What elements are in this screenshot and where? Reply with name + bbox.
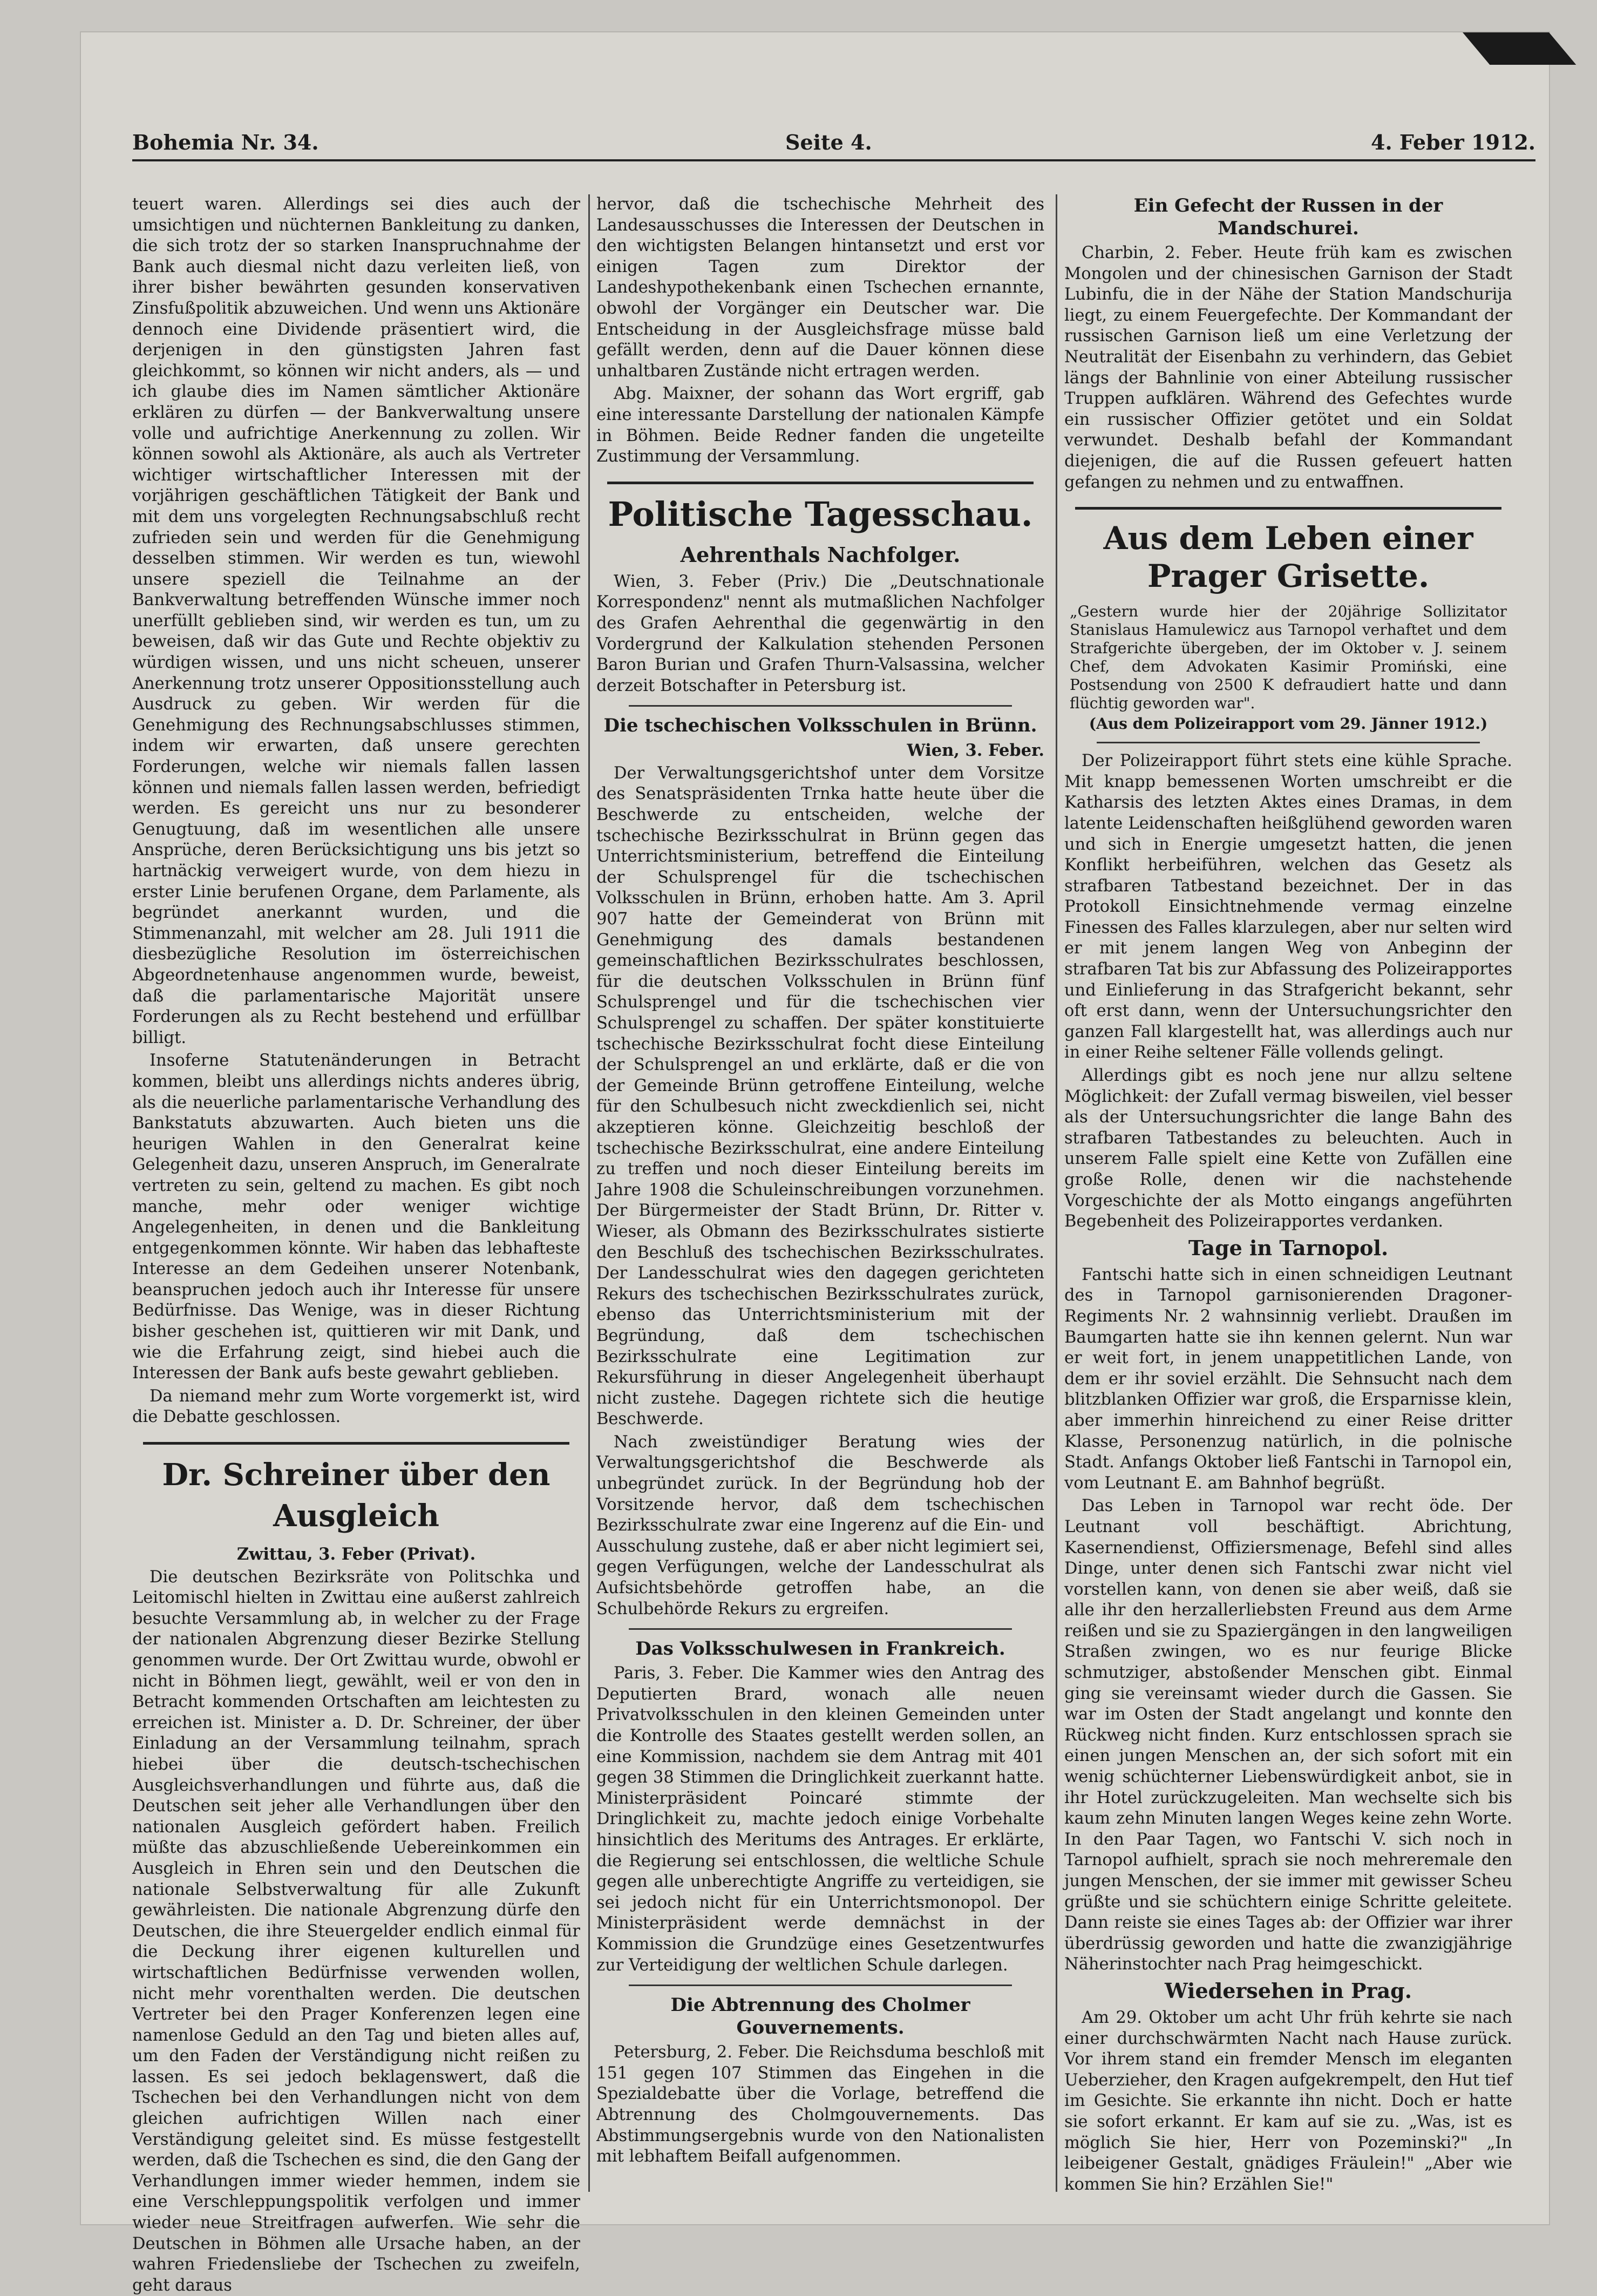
divider	[629, 1628, 1012, 1630]
paragraph: hervor, daß die tschechische Mehrheit des Landesausschusses die Interessen der Deutschen in den wichtigsten Belangen hintansetzt und erst vor einigen Tagen zum Direktor der Landeshypothekenbank einen Tschechen ernannte, obwohl der Vorgänger ein Deutscher war. Die Entscheidung in der Ausgleichsfrage müsse bald gefällt werden, denn auf die Dauer können diese unhaltbaren Zustände nicht ertragen werden.	[596, 195, 1044, 381]
paragraph: Paris, 3. Feber. Die Kammer wies den Antrag des Deputierten Brard, wonach alle neuen Privatvolksschulen in den kleinen Gemeinden unter die Kontrolle des Staates gestellt werden sollen, an eine Kommission, nachdem sie dem Antrag mit 401 gegen 38 Stimmen die Dringlichkeit zuerkannt hatte. Ministerpräsident Poincaré stimmte der Dringlichkeit zu, machte jedoch einige Vorbehalte hinsichtlich des Meritums des Antrages. Er erklärte, die Regierung sei entschlossen, die weltliche Schule gegen alle unberechtigte Angriffe zu verteidigen, sie sei jedoch nicht für ein Unterrichtsmonopol. Der Ministerpräsident werde demnächst in der Kommission die Grundzüge eines Gesetzentwurfes zur Verteidigung der weltlichen Schule darlegen.	[596, 1664, 1044, 1975]
subheading: Wiedersehen in Prag.	[1165, 1978, 1412, 2003]
motto-quote	[1070, 602, 1507, 733]
divider	[629, 705, 1012, 707]
paragraph: Wien, 3. Feber (Priv.) Die „Deutschnationale Korrespondenz" nennt als mutmaßlichen Nachfolger des Grafen Aehrenthal die gegenwärtig in den Vordergrund der Kalkulation stehenden Personen Baron Burian und Grafen Thurn-Valsassina, welcher derzeit Botschafter in Petersburg ist.	[596, 572, 1044, 695]
quote-text: „Gestern wurde hier der 20jährige Sollizitator Stanislaus Hamulewicz aus Tarnopol verhaftet und dem Strafgerichte übergeben, der im Oktober v. J. seinem Chef, dem Advokaten Kasimir Promiński, eine Postsendung von 2500 K defraudiert hatte und dann flüchtig geworden war".	[1070, 602, 1507, 713]
subheading: Tage in Tarnopol.	[1188, 1235, 1389, 1260]
divider	[629, 1985, 1012, 1986]
header-date: 4. Feber 1912.	[1371, 130, 1535, 154]
dateline: Zwittau, 3. Feber (Privat).	[236, 1545, 476, 1564]
header-page-number: Seite 4.	[785, 130, 872, 154]
paragraph: Petersburg, 2. Feber. Die Reichsduma beschloß mit 151 gegen 107 Stimmen das Eingehen in die Spezialdebatte über die Vorlage, betreffend die Abtrennung des Cholmgouvernements. Das Abstimmungsergebnis wurde von den Nationalisten mit lebhaftem Beifall aufgenommen.	[596, 2043, 1044, 2166]
divider	[143, 1442, 569, 1445]
paragraph: Allerdings gibt es noch jene nur allzu seltene Möglichkeit: der Zufall vermag bisweilen, viel besser als der Untersuchungsrichter die lange Bahn des strafbaren Tatbestandes zu beleuchten. Auch in unserem Falle spielt eine Kette von Zufällen eine große Rolle, denen wir die nachstehende Vorgeschichte der als Motto eingangs angeführten Begebenheit des Polizeirapportes verdanken.	[1064, 1066, 1512, 1231]
newspaper-page	[81, 32, 1549, 2295]
dateline: Wien, 3. Feber.	[907, 741, 1044, 761]
subheading: Ein Gefecht der Russen in der Mandschurei.	[1133, 195, 1443, 239]
divider	[1097, 742, 1480, 743]
article-heading-schreiner: Dr. Schreiner über den Ausgleich	[162, 1457, 551, 1534]
subheading: Die tschechischen Volksschulen in Brünn.	[603, 715, 1037, 737]
paragraph: Der Polizeirapport führt stets eine kühle Sprache. Mit knapp bemessenen Worten umschreibt er die Katharsis des letzten Aktes eines Dramas, in dem latente Leidenschaften heißglühend geworden waren und sich in Energie umgesetzt hatten, die jenen Konflikt herbeiführen, welchen das Gesetz als strafbaren Tatbestand bezeichnet. Der in das Protokoll Einsichtnehmende vermag einzelne Finessen des Falles klarzulegen, aber nur selten wird er mit jenem langen Weg von Anbeginn der strafbaren Tat bis zur Abfassung des Polizeirapportes und Einlieferung in das Strafgericht bekannt, sehr oft erst dann, wenn der Untersuchungsrichter den ganzen Fall klargestellt hat, was allerdings auch nur in einer Reihe seltener Fälle vollends gelingt.	[1064, 751, 1512, 1062]
column-rule-1	[588, 194, 590, 2192]
divider	[607, 482, 1034, 484]
divider	[1075, 507, 1501, 510]
paragraph: Fantschi hatte sich in einen schneidigen Leutnant des in Tarnopol garnisonierenden Dragoner-Regiments Nr. 2 wahnsinnig verliebt. Draußen im Baumgarten hatte sie ihn kennen gelernt. Nun war er weit fort, in jenem unappetitlichen Lande, von dem er ihr soviel erzählt. Die Sehnsucht nach dem blitzblanken Offizier war groß, die Ersparnisse klein, aber immerhin hinreichend zu einer Reise dritter Klasse, Personenzug natürlich, in die polnische Stadt. Anfangs Oktober ließ Fantschi in Tarnopol ein, vom Leutnant E. am Bahnhof begrüßt.	[1064, 1265, 1512, 1493]
paragraph: Charbin, 2. Feber. Heute früh kam es zwischen Mongolen und der chinesischen Garnison der Stadt Lubinfu, die in der Nähe der Station Mandschurija liegt, zu einem Feuergefechte. Der Kommandant der russischen Garnison ließ um eine Verletzung der Neutralität der Eisenbahn zu verhindern, das Gebiet längs der Bahnlinie von einer Abteilung russischer Truppen aufklären. Während des Gefechtes wurde ein russischer Offizier getötet und ein Soldat verwundet. Deshalb befahl der Kommandant diejenigen, die auf die Russen gefeuert hatten gefangen zu nehmen und zu entwaffnen.	[1064, 243, 1512, 492]
paragraph: Nach zweistündiger Beratung wies der Verwaltungsgerichtshof die Beschwerde als unbegründet zurück. In der Begründung hob der Vorsitzende hervor, daß dem tschechischen Bezirksschulrate zwar eine Ingerenz auf die Ein- und Ausschulung zustehe, daß er aber nicht legimiert sei, gegen Verfügungen, welche der Landesschulrat als Aufsichtsbehörde getroffen habe, an die Schulbehörde Rekurs zu ergreifen.	[596, 1432, 1044, 1618]
paragraph: Das Leben in Tarnopol war recht öde. Der Leutnant voll beschäftigt. Abrichtung, Kasernendienst, Offiziersmenage, Befehl sind alles Dinge, unter denen sich Fantschi zwar nicht viel vorstellen kann, von denen sie aber weiß, daß sie alle ihr den herzallerliebsten Freund aus dem Arme reißen und sie zu Spaziergängen in den langweiligen Straßen zwingen, wo es nur feurige Blicke schmutziger, abstoßender Menschen gibt. Einmal ging sie vereinsamt wieder durch die Gassen. Sie war im Osten der Stadt angelangt und konnte den Rückweg nicht finden. Kurz entschlossen sprach sie einen jungen Menschen an, der sich sofort mit ein wenig schüchterner Liebenswürdigkeit anbot, sie in ihr Hotel zurückzugeleiten. Man wechselte sich bis kaum zehn Minuten langen Weges keine zehn Worte. In den Paar Tagen, wo Fantschi V. sich noch in Tarnopol aufhielt, sprach sie noch mehreremale den jungen Menschen, der sie immer mit gewisser Scheu grüßte und sie schüchtern einige Schritte geleitete. Dann reiste sie eines Tages ab: der Offizier war ihrer überdrüssig geworden und hatte die zwanzigjährige Näherinstochter nach Prag heimgeschickt.	[1064, 1496, 1512, 1974]
paragraph: Der Verwaltungsgerichtshof unter dem Vorsitze des Senatspräsidenten Trnka hatte heute über die Beschwerde zu entscheiden, welche der tschechische Bezirksschulrat in Brünn gegen das Unterrichtsministerium, betreffend die Einteilung der Schulsprengel für die tschechischen Volksschulen in Brünn, erhoben hatte. Am 3. April 907 hatte der Gemeinderat von Brünn mit Genehmigung des damals bestandenen gemeinschaftlichen Bezirksschulrates beschlossen, für die deutschen Volksschulen in Brünn fünf Schulsprengel und für die tschechischen vier Schulsprengel zu schaffen. Der später konstituierte tschechische Bezirksschulrat focht diese Einteilung der Schulsprengel an und erklärte, daß er die von der Gemeinde Brünn getroffene Einteilung, welche für den Schulbesuch nicht zweckdienlich sei, nicht akzeptieren könne. Gleichzeitig beschloß der tschechische Bezirksschulrat, eine andere Einteilung zu treffen und noch dieser Einteilung bereits im Jahre 1908 die Schuleinschreibungen vorzunehmen. Der Bürgermeister der Stadt Brünn, Dr. Ritter v. Wieser, als Obmann des Bezirksschulrates sistierte den Beschluß des tschechischen Bezirksschulrates. Der Landesschulrat wies den dagegen gerichteten Rekurs des tschechischen Bezirksschulrates zurück, ebenso das Unterrichtsministerium mit der Begründung, daß dem tschechischen Bezirksschulrate eine Legitimation zur Rekursführung in dieser Angelegenheit überhaupt nicht zustehe. Dagegen richtete sich die heutige Beschwerde.	[596, 763, 1044, 1429]
column-2	[596, 194, 1044, 2203]
column-1	[132, 194, 580, 2295]
paragraph: Da niemand mehr zum Worte vorgemerkt ist, wird die Debatte geschlossen.	[132, 1386, 580, 1427]
paragraph: Insoferne Statutenänderungen in Betracht kommen, bleibt uns allerdings nichts anderes übrig, als die neuerliche parlamentarische Verhandlung des Bankstatuts abzuwarten. Auch bieten uns die heurigen Wahlen in den Generalrat keine Gelegenheit dazu, unseren Anspruch, im Generalrate vertreten zu sein, geltend zu machen. Es gibt noch manche, mehr oder weniger wichtige Angelegenheiten, in denen und die Bankleitung entgegenkommen könnte. Wir haben das lebhafteste Interesse an dem Gedeihen unserer Notenbank, beanspruchen jedoch auch ihr Interesse für unsere Bedürfnisse. Das Wenige, was in dieser Richtung bisher geschehen ist, quittieren wir mit Dank, und wie die Erfahrung zeigt, sind hiebei auch die Interessen der Bank aufs beste gewahrt geblieben.	[132, 1051, 580, 1383]
article-heading-grisette: Aus dem Leben einer Prager Grisette.	[1103, 520, 1473, 595]
header-issue: Bohemia Nr. 34.	[132, 130, 319, 154]
column-3	[1064, 194, 1512, 2203]
section-heading-tagesschau: Politische Tagesschau.	[608, 494, 1033, 534]
subheading: Aehrenthals Nachfolger.	[680, 542, 961, 567]
paragraph: Die deutschen Bezirksräte von Politschka und Leitomischl hielten in Zwittau eine außerst zahlreich besuchte Versammlung ab, in welcher zu der Frage der nationalen Abgrenzung dieser Bezirke Stellung genommen wurde. Der Ort Zwittau wurde, obwohl er nicht in Böhmen liegt, gewählt, weil er von den in Betracht kommenden Ortschaften am leichtesten zu erreichen ist. Minister a. D. Dr. Schreiner, der über Einladung an der Versammlung teilnahm, sprach hiebei über die deutsch-tschechischen Ausgleichsverhandlungen und führte aus, daß die Deutschen seit jeher alle Verhandlungen über den nationalen Ausgleich gefördert haben. Freilich müßte das abzuschließende Uebereinkommen ein Ausgleich in Ehren sein und den Deutschen die nationale Selbstverwaltung für alle Zukunft gewährleisten. Die nationale Abgrenzung dürfe den Deutschen, die ihre Steuergelder endlich einmal für die Deckung ihrer eigenen kulturellen und wirtschaftlichen Bedürfnisse verwenden wollen, nicht mehr vorenthalten werden. Die deutschen Vertreter bei den Prager Konferenzen legen eine namenlose Geduld an den Tag und bieten alles auf, um den Faden der Verständigung nicht reißen zu lassen. Es sei jedoch beklagenswert, daß die Tschechen bei den Verhandlungen nicht von dem gleichen aufrichtigen Willen nach einer Verständigung geleitet sind. Es müsse festgestellt werden, daß die Tschechen es sind, die den Gang der Verhandlungen immer wieder hemmen, indem sie eine Verschleppungspolitik verfolgen und immer wieder neue Streitfragen aufwerfen. Wie sehr die Deutschen in Böhmen alle Ursache haben, an der wahren Friedensliebe der Tschechen zu zweifeln, geht daraus	[132, 1567, 580, 2295]
quote-source: (Aus dem Polizeirapport vom 29. Jänner 1912.)	[1089, 715, 1488, 733]
page-corner-shadow	[1463, 32, 1576, 65]
paragraph: Abg. Maixner, der sohann das Wort ergriff, gab eine interessante Darstellung der nationalen Kämpfe in Böhmen. Beide Redner fanden die ungeteilte Zustimmung der Versammlung.	[596, 384, 1044, 466]
subheading: Das Volksschulwesen in Frankreich.	[635, 1638, 1005, 1660]
paragraph: Am 29. Oktober um acht Uhr früh kehrte sie nach einer durchschwärmten Nacht nach Hause zurück. Vor ihrem stand ein fremder Mensch im eleganten Ueberzieher, den Kragen aufgekrempelt, den Hut tief im Gesichte. Sie erkannte ihn nicht. Doch er hatte sie sofort erkannt. Er kam auf sie zu. „Was, ist es möglich Sie hier, Herr von Pozeminski?" „In leibeigener Gestalt, gnädiges Fräulein!" „Aber wie kommen Sie hin? Erzählen Sie!"	[1064, 2008, 1512, 2194]
page-header	[132, 127, 1535, 161]
paragraph: teuert waren. Allerdings sei dies auch der umsichtigen und nüchternen Bankleitung zu danken, die sich trotz der so starken Inanspruchnahme der Bank auch diesmal nicht dazu verleiten ließ, von ihrer bisher bewährten gesunden konservativen Zinsfußpolitik abzuweichen. Und wenn uns Aktionäre dennoch eine Dividende präsentiert wird, die derjenigen in den günstigsten Jahren fast gleichkommt, so können wir nicht anders, als — und ich glaube dies im Namen sämtlicher Aktionäre erklären zu dürfen — der Bankverwaltung unsere volle und aufrichtige Anerkennung zu zollen. Wir können sowohl als Aktionäre, als auch als Vertreter wichtiger wirtschaftlicher Interessen mit der vorjährigen geschäftlichen Tätigkeit der Bank und mit dem uns vorgelegten Rechnungsabschluß recht zufrieden sein und werden für die Genehmigung desselben stimmen. Wir werden es tun, wiewohl unsere speziell die Teilnahme an der Bankverwaltung betreffenden Wünsche immer noch unerfüllt geblieben sind, wir werden es tun, um zu beweisen, daß wir das Gute und Rechte objektiv zu würdigen wissen, und uns nicht scheuen, unserer Anerkennung trotz unserer Oppositionsstellung auch Ausdruck zu geben. Wir werden für die Genehmigung des Rechnungsabschlusses stimmen, indem wir erwarten, daß unsere gerechten Forderungen, welche wir niemals fallen lassen können und niemals fallen lassen werden, befriedigt werden. Es gereicht uns nur zu besonderer Genugtuung, daß im wesentlichen alle unsere Ansprüche, deren Berücksichtigung uns bis jetzt so hartnäckig verweigert wurde, von dem hiezu in erster Linie berufenen Organe, dem Parlamente, als begründet anerkannt wurden, und die Stimmenanzahl, mit welcher am 28. Juli 1911 die diesbezügliche Resolution im österreichischen Abgeordnetenhause angenommen wurde, beweist, daß die parlamentarische Majorität unsere Forderungen als zu Recht bestehend und erfüllbar billigt.	[132, 195, 580, 1047]
column-rule-2	[1056, 194, 1057, 2192]
subheading: Die Abtrennung des Cholmer Gouvernements.	[670, 1994, 970, 2039]
